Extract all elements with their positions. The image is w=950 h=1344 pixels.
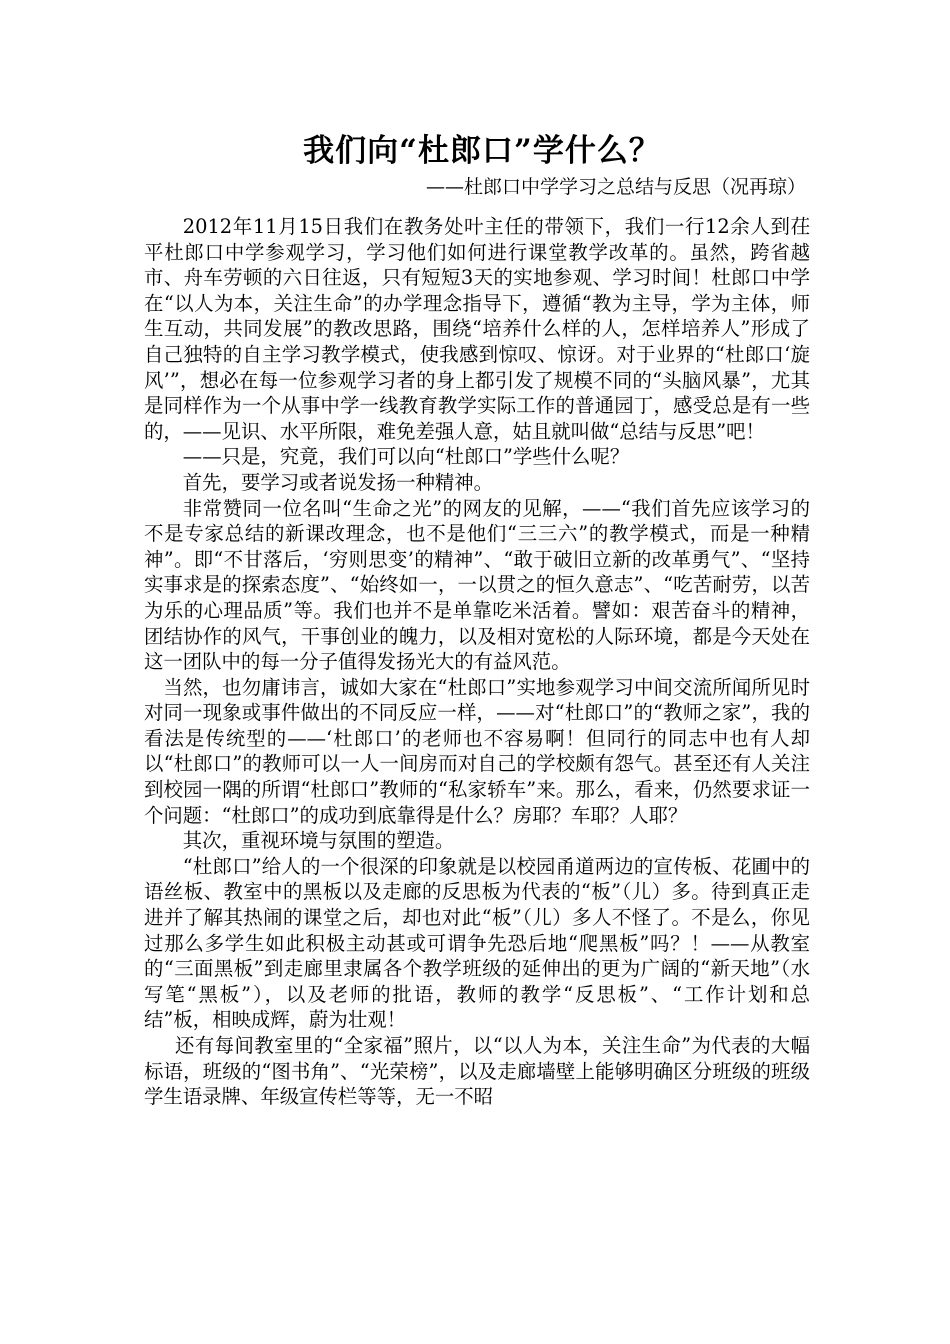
paragraph-second-point: 其次，重视环境与氛围的塑造。 <box>182 829 455 853</box>
paragraph-first-point: 首先，要学习或者说发扬一种精神。 <box>182 470 494 494</box>
document-page <box>144 128 810 1110</box>
paragraph-spirit: 非常赞同一位名叫“生命之光”的网友的见解，——“我们首先应该学习的不是专家总结的新课改理念，也不是他们“三三六”的教学模式，而是一种精神”。即“不甘落后，‘穷则思变’的精神”、“敢于破旧立新的改革勇气”、“坚持实事求是的探索态度”、“始终如一，一以贯之的恒久意志”、“吃苦耐劳，以苦为乐的心理品质”等。我们也并不是单靠吃米活着。譬如：艰苦奋斗的精神，团结协作的风气，干事创业的魄力，以及相对宽松的人际环境，都是今天处在这一团队中的每一分子值得发扬光大的有益风范。 <box>144 496 810 674</box>
paragraph-boards: “杜郎口”给人的一个很深的印象就是以校园甬道两边的宣传板、花圃中的语丝板、教室中的黑板以及走廊的反思板为代表的“板”（儿）多。待到真正走进并了解其热闹的课堂之后，却也对此“板”（儿）多人不怪了。不是么，你见过那么多学生如此积极主动甚或可谓争先恐后地“爬黑板”吗？！——从教室的“三面黑板”到走廊里隶属各个教学班级的延伸出的更为广阔的“新天地”（水写笔“黑板”），以及老师的批语，教师的教学“反思板”、“工作计划和总结”板，相映成辉，蔚为壮观！ <box>144 854 810 1032</box>
paragraph-question: ——只是，究竟，我们可以向“杜郎口”学些什么呢？ <box>182 445 630 469</box>
paragraph-classroom: 还有每间教室里的“全家福”照片，以“以人为本，关注生命”为代表的大幅标语，班级的“图书角”、“光荣榜”，以及走廊墙壁上能够明确区分班级的班级学生语录牌、年级宣传栏等等，无一不昭 <box>144 1034 810 1109</box>
paragraph-intro: 2012年11月15日我们在教务处叶主任的带领下，我们一行12余人到茌平杜郎口中学参观学习，学习他们如何进行课堂教学改革的。虽然，跨省越市、舟车劳顿的六日往返，只有短短3天的实地参观、学习时间！杜郎口中学在“以人为本，关注生命”的办学理念指导下，遵循“教为主导，学为主体，师生互动，共同发展”的教改思路，围绕“培养什么样的人，怎样培养人”形成了自己独特的自主学习教学模式，使我感到惊叹、惊讶。对于业界的“杜郎口‘旋风’”，想必在每一位参观学习者的身上都引发了规模不同的“头脑风暴”，尤其是同样作为一个从事中学一线教育教学实际工作的普通园丁，感受总是有一些的，——见识、水平所限，难免差强人意，姑且就叫做“总结与反思”吧！ <box>144 215 810 443</box>
paragraph-discussion: 当然，也勿庸讳言，诚如大家在“杜郎口”实地参观学习中间交流所闻所见时对同一现象或事件做出的不同反应一样，——对“杜郎口”的“教师之家”，我的看法是传统型的——‘杜郎口’的老师也不容易啊！但同行的同志中也有人却以“杜郎口”的教师可以一人一间房而对自己的学校颇有怨气。甚至还有人关注到校园一隅的所谓“杜郎口”教师的“私家轿车”来。那么，看来，仍然要求证一个问题：“杜郎口”的成功到底靠得是什么？房耶？车耶？人耶？ <box>144 675 810 827</box>
document-subtitle: ——杜郎口中学学习之总结与反思（况再琼） <box>425 176 806 198</box>
document-title: 我们向“杜郎口”学什么？ <box>303 133 661 169</box>
